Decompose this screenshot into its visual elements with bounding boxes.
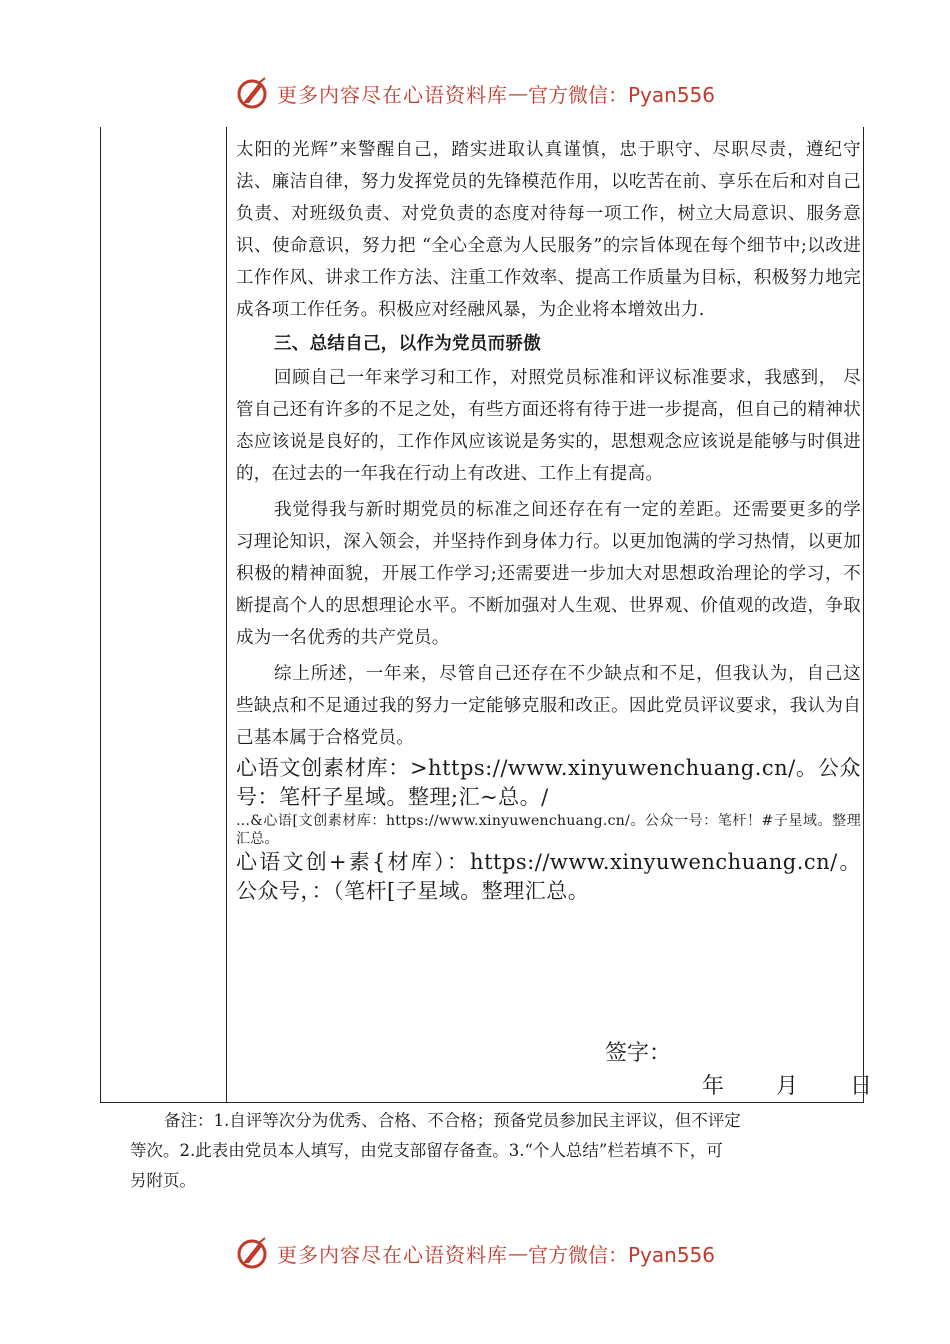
footer-banner-separator: — xyxy=(508,1241,528,1265)
paragraph-4: 综上所述，一年来，尽管自己还存在不少缺点和不足，但我认为，自己这些缺点和不足通过我的努力一定能够克服和改正。因此党员评议要求，我认为自己基本属于合格党员。 xyxy=(236,664,861,748)
date-month: 月 xyxy=(776,1074,799,1099)
watermark-text-2: …&心语[文创素材库：https://www.xinyuwenchuang.cn/。公众一号：笔杆！#子星域。整理汇总。 xyxy=(236,813,861,847)
banner-sub-text: 官方微信：Pyan556 xyxy=(528,82,716,107)
paragraph-1: 太阳的光辉”来警醒自己，踏实进取认真谨慎，忠于职守、尽职尽责，遵纪守法、廉洁自律，努力发挥党员的先锋模范作用，以吃苦在前、享乐在后和对自己负责、对班级负责、对党负责的态度对待每一项工作，树立大局意识、服务意识、使命意识，努力把 “全心全意为人民服务”的宗旨体现在每个细节中;以改进工作作风、讲求工作方法、注重工作效率、提高工作质量为目标，积极努力地完成各项工作任务。积极应对经融风暴，为企业将本增效出力. xyxy=(236,140,861,320)
note-line-2: 等次。2.此表由党员本人填写，由党支部留存备查。3.“个人总结”栏若填不下，可 xyxy=(130,1141,723,1160)
header-watermark-banner xyxy=(235,73,735,113)
date-day: 日 xyxy=(850,1074,873,1099)
paragraph-2: 回顾自己一年来学习和工作，对照党员标准和评议标准要求，我感到， 尽管自己还有许多的不足之处，有些方面还将有待于进一步提高，但自己的精神状态应该说是良好的，工作作风应该说是务实的，思想观念应该说是能够与时俱进的，在过去的一年我在行动上有改进、工作上有提高。 xyxy=(236,368,861,484)
brush-logo-icon xyxy=(235,1235,271,1271)
footer-watermark-banner xyxy=(235,1233,735,1273)
watermark-text-3: 心语文创+素{材库）：https://www.xinyuwenchuang.cn/。公众号，：（笔杆[子星域。整理汇总。 xyxy=(236,850,861,903)
column-divider xyxy=(226,127,227,1103)
note-line-3: 另附页。 xyxy=(130,1171,196,1190)
signature-label: 签字： xyxy=(605,1041,672,1066)
footer-banner-sub-text: 官方微信：Pyan556 xyxy=(528,1242,716,1267)
paragraph-3: 我觉得我与新时期党员的标准之间还存在有一定的差距。还需要更多的学习理论知识，深入领会，并坚持作到身体力行。以更加饱满的学习热情，以更加积极的精神面貌，开展工作学习;还需要进一步加大对思想政治理论的学习，不断提高个人的思想理论水平。不断加强对人生观、世界观、价值观的改造，争取成为一名优秀的共产党员。 xyxy=(236,500,861,648)
watermark-text-1: 心语文创素材库：>https://www.xinyuwenchuang.cn/。公众号：笔杆子星域。整理;汇~总。/ xyxy=(236,756,861,809)
section-heading-3: 三、总结自己，以作为党员而骄傲 xyxy=(274,334,541,354)
footnotes xyxy=(130,1106,850,1196)
date-year: 年 xyxy=(702,1074,725,1099)
footer-banner-main-text: 更多内容尽在心语资料库 xyxy=(277,1242,508,1267)
banner-separator: — xyxy=(508,81,528,105)
date-line xyxy=(702,1069,872,1100)
brush-logo-icon xyxy=(235,75,271,111)
summary-content xyxy=(236,134,861,906)
banner-main-text: 更多内容尽在心语资料库 xyxy=(277,82,508,107)
note-line-1: 备注：1.自评等次分为优秀、合格、不合格；预备党员参加民主评议，但不评定 xyxy=(164,1111,741,1130)
